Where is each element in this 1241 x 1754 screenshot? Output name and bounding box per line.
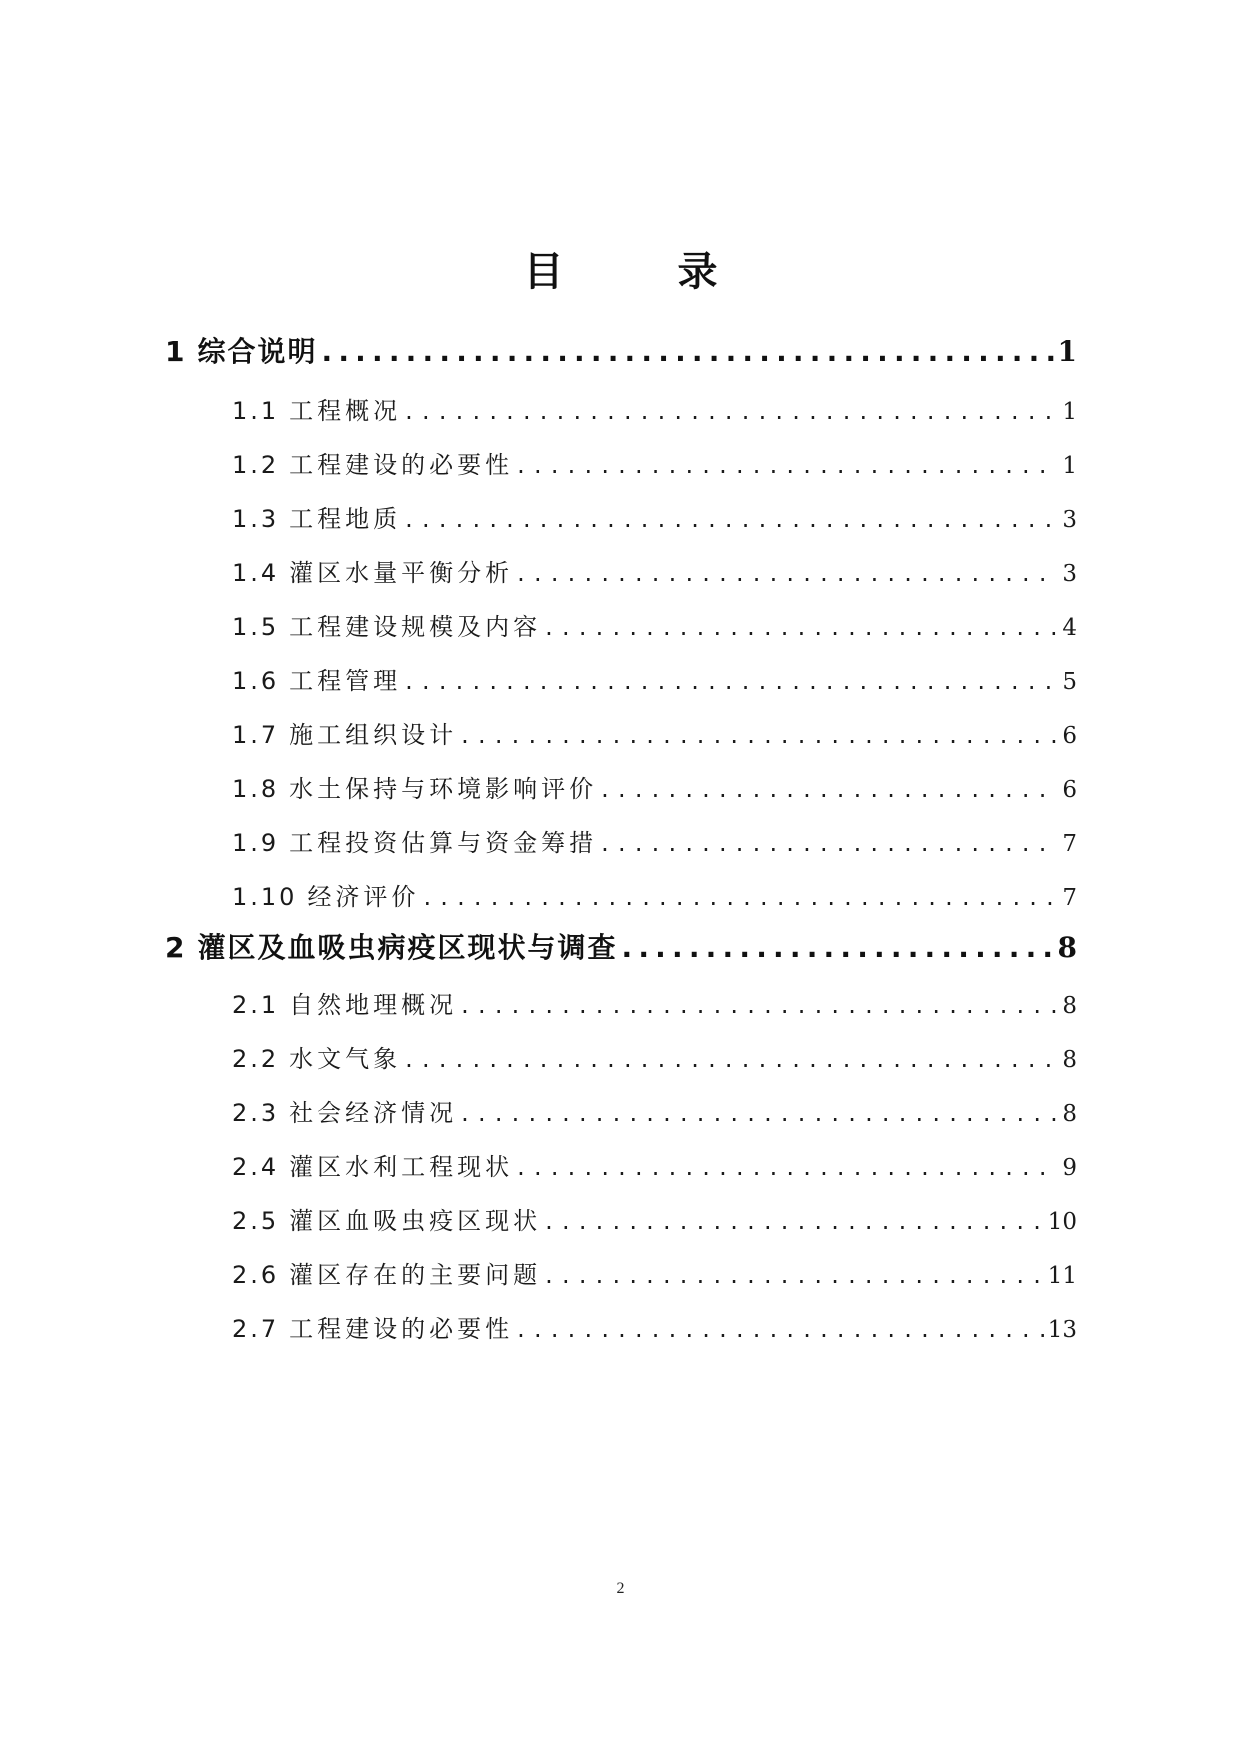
- toc-section-entry[interactable]: [232, 771, 1077, 808]
- toc-section-entry[interactable]: [232, 1257, 1077, 1294]
- toc-entry-number: 2.7: [232, 1315, 280, 1343]
- toc-section-entry[interactable]: [232, 501, 1077, 538]
- toc-entry-title: 工程建设的必要性: [289, 451, 514, 479]
- toc-entry-page: 8: [1062, 993, 1077, 1019]
- toc-entry-title: 经济评价: [307, 883, 420, 911]
- toc-entry-title: 灌区水利工程现状: [289, 1153, 514, 1181]
- toc-chapter-entry[interactable]: [165, 332, 1077, 372]
- toc-section-entry[interactable]: [232, 555, 1077, 592]
- toc-entry-number: 1.5: [232, 613, 280, 641]
- toc-dot-leader: [601, 771, 1058, 807]
- toc-entry-number: 2.4: [232, 1153, 280, 1181]
- toc-entry-title: 工程概况: [289, 397, 402, 425]
- toc-entry-title: 综合说明: [197, 335, 318, 368]
- toc-dot-leader: [622, 928, 1054, 968]
- toc-entry-title: 工程建设的必要性: [289, 1315, 514, 1343]
- toc-dot-leader: [461, 987, 1058, 1023]
- toc-entry-page: 13: [1047, 1317, 1077, 1343]
- toc-dot-leader: [405, 663, 1058, 699]
- toc-entry-number: 1.8: [232, 775, 280, 803]
- toc-entry-title: 施工组织设计: [289, 721, 458, 749]
- toc-entry-number: 2.2: [232, 1045, 280, 1073]
- toc-section-entry[interactable]: [232, 987, 1077, 1024]
- toc-section-entry[interactable]: [232, 1095, 1077, 1132]
- toc-entry-page: 3: [1062, 507, 1077, 533]
- toc-entry-number: 2.1: [232, 991, 280, 1019]
- toc-entry-page: 7: [1062, 885, 1077, 911]
- toc-entry-title: 工程建设规模及内容: [289, 613, 542, 641]
- toc-entry-page: 9: [1062, 1155, 1077, 1181]
- toc-section-entry[interactable]: [232, 447, 1077, 484]
- toc-section-entry[interactable]: [232, 1149, 1077, 1186]
- toc-entry-number: 1.3: [232, 505, 280, 533]
- toc-entry-number: 2.5: [232, 1207, 280, 1235]
- toc-dot-leader: [601, 825, 1058, 861]
- toc-entry-title: 水文气象: [289, 1045, 402, 1073]
- toc-entry-number: 1.7: [232, 721, 280, 749]
- toc-dot-leader: [405, 1041, 1058, 1077]
- toc-entry-title: 工程管理: [289, 667, 402, 695]
- toc-chapter-entry[interactable]: [165, 928, 1077, 968]
- toc-section-entry[interactable]: [232, 663, 1077, 700]
- toc-entry-title: 灌区存在的主要问题: [289, 1261, 542, 1289]
- toc-section-entry[interactable]: [232, 609, 1077, 646]
- toc-dot-leader: [423, 879, 1058, 915]
- toc-entry-number: 1.2: [232, 451, 280, 479]
- toc-entry-number: 1.10: [232, 883, 298, 911]
- toc-dot-leader: [517, 447, 1058, 483]
- toc-dot-leader: [545, 1203, 1044, 1239]
- toc-entry-number: 2.6: [232, 1261, 280, 1289]
- toc-entry-title: 自然地理概况: [289, 991, 458, 1019]
- toc-entry-number: 1.1: [232, 397, 280, 425]
- toc-section-entry[interactable]: [232, 1041, 1077, 1078]
- toc-entry-page: 8: [1057, 931, 1077, 964]
- toc-entry-title: 社会经济情况: [289, 1099, 458, 1127]
- toc-entry-title: 灌区水量平衡分析: [289, 559, 514, 587]
- toc-entry-page: 6: [1062, 723, 1077, 749]
- toc-entry-page: 3: [1062, 561, 1077, 587]
- toc-entry-number: 1.6: [232, 667, 280, 695]
- page-number: 2: [616, 1580, 625, 1597]
- toc-entry-number: 1.4: [232, 559, 280, 587]
- toc-entry-page: 8: [1062, 1047, 1077, 1073]
- toc-entry-page: 6: [1062, 777, 1077, 803]
- toc-section-entry[interactable]: [232, 393, 1077, 430]
- toc-entry-page: 10: [1047, 1209, 1077, 1235]
- toc-entry-page: 4: [1062, 615, 1077, 641]
- toc-dot-leader: [545, 1257, 1044, 1293]
- toc-section-entry[interactable]: [232, 825, 1077, 862]
- toc-entry-title: 工程地质: [289, 505, 402, 533]
- toc-entry-page: 1: [1062, 399, 1077, 425]
- toc-section-entry[interactable]: [232, 1311, 1077, 1348]
- toc-entry-number: 1: [165, 335, 188, 368]
- toc-entry-number: 2: [165, 931, 188, 964]
- toc-dot-leader: [545, 609, 1058, 645]
- toc-entry-page: 7: [1062, 831, 1077, 857]
- toc-entry-title: 灌区及血吸虫病疫区现状与调查: [197, 931, 618, 964]
- toc-dot-leader: [461, 717, 1058, 753]
- toc-entry-number: 1.9: [232, 829, 280, 857]
- toc-title: 目 录: [523, 249, 768, 295]
- toc-entry-page: 8: [1062, 1101, 1077, 1127]
- toc-section-entry[interactable]: [232, 717, 1077, 754]
- toc-dot-leader: [517, 555, 1058, 591]
- toc-entry-page: 1: [1062, 453, 1077, 479]
- toc-entry-page: 1: [1057, 335, 1077, 368]
- toc-dot-leader: [517, 1149, 1058, 1185]
- toc-dot-leader: [405, 501, 1058, 537]
- toc-section-entry[interactable]: [232, 1203, 1077, 1240]
- toc-entry-page: 11: [1047, 1263, 1077, 1289]
- toc-entry-title: 工程投资估算与资金筹措: [289, 829, 598, 857]
- toc-dot-leader: [461, 1095, 1058, 1131]
- toc-entry-number: 2.3: [232, 1099, 280, 1127]
- toc-entry-title: 水土保持与环境影响评价: [289, 775, 598, 803]
- toc-dot-leader: [517, 1311, 1044, 1347]
- toc-section-entry[interactable]: [232, 879, 1077, 916]
- toc-dot-leader: [405, 393, 1058, 429]
- toc-entry-page: 5: [1062, 669, 1077, 695]
- toc-dot-leader: [322, 332, 1054, 372]
- toc-entry-title: 灌区血吸虫疫区现状: [289, 1207, 542, 1235]
